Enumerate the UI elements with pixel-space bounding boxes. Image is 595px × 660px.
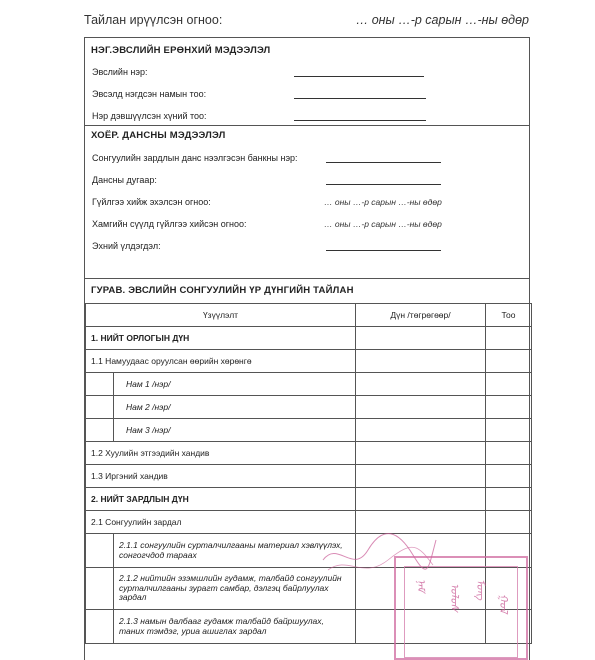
amount-cell[interactable]: [356, 396, 486, 419]
account-number-field[interactable]: [326, 184, 441, 185]
row-label: 1.1 Намуудаас оруулсан өөрийн хөрөнгө: [86, 350, 356, 373]
table-row: [86, 396, 532, 419]
count-cell[interactable]: [486, 488, 532, 511]
row-label: 1.2 Хуулийн этгээдийн хандив: [86, 442, 356, 465]
amount-cell[interactable]: [356, 373, 486, 396]
column-header: Тоо: [486, 304, 532, 327]
count-cell[interactable]: [486, 350, 532, 373]
alliance-name-field[interactable]: [294, 76, 424, 77]
count-cell[interactable]: [486, 511, 532, 534]
account-info-section: [85, 126, 529, 279]
field-label: Гүйлгээ хийж эхэлсэн огноо:: [92, 197, 211, 207]
submit-date-value: … оны …-р сарын …-ны өдөр: [355, 13, 529, 27]
candidate-count-field[interactable]: [294, 120, 426, 121]
column-header: Дүн /төгрөгөөр/: [356, 304, 486, 327]
count-cell[interactable]: [486, 465, 532, 488]
results-section-header: [85, 279, 529, 303]
section-title: ГУРАВ. ЭВСЛИЙН СОНГУУЛИЙН ҮР ДҮНГИЙН ТАЙЛАН: [91, 285, 354, 296]
count-cell[interactable]: [486, 327, 532, 350]
row-label: 1. НИЙТ ОРЛОГЫН ДҮН: [86, 327, 356, 350]
start-date-field[interactable]: … оны …-р сарын …-ны өдөр: [324, 197, 442, 207]
count-cell[interactable]: [486, 373, 532, 396]
table-row: [86, 465, 532, 488]
count-cell[interactable]: [486, 396, 532, 419]
field-label: Нэр дэвшүүлсэн хүний тоо:: [92, 111, 207, 121]
last-date-field[interactable]: … оны …-р сарын …-ны өдөр: [324, 219, 442, 229]
row-label: Нам 2 /нэр/: [114, 396, 356, 419]
opening-balance-field[interactable]: [326, 250, 441, 251]
row-label: 1.3 Иргэний хандив: [86, 465, 356, 488]
section-title: НЭГ.ЭВСЛИЙН ЕРӨНХИЙ МЭДЭЭЛЭЛ: [91, 45, 271, 56]
table-row: [86, 373, 532, 396]
amount-cell[interactable]: [356, 350, 486, 373]
field-label: Хамгийн сүүлд гүйлгээ хийсэн огноо:: [92, 219, 247, 229]
amount-cell[interactable]: [356, 327, 486, 350]
submit-date-label: Тайлан ирүүлсэн огноо:: [84, 13, 223, 27]
row-label: 2.1.3 намын далбааг гудамж талбайд байршуулах, таних тэмдэг, уриа ашиглах зардал: [114, 610, 356, 644]
table-row: [86, 488, 532, 511]
section-title: ХОЁР. ДАНСНЫ МЭДЭЭЛЭЛ: [91, 130, 226, 141]
table-row: [86, 511, 532, 534]
row-label: 2. НИЙТ ЗАРДЛЫН ДҮН: [86, 488, 356, 511]
general-info-section: [85, 38, 529, 126]
table-row: [86, 350, 532, 373]
field-label: Эвсэлд нэгдсэн намын тоо:: [92, 89, 207, 99]
official-stamp: ᠨᠠᠮ ᠤᠯᠤᠰ ᠮᠣᠩ ᠭᠣᠯ: [394, 556, 528, 660]
row-label: 2.1.2 нийтийн эзэмшлийн гудамж, талбайд сонгуулийн сурталчилгааны зурагт самбар, дэлгэц байрлуулах зардал: [114, 568, 356, 610]
report-header: [84, 13, 529, 31]
table-row: [86, 327, 532, 350]
field-label: Сонгуулийн зардлын данс нээлгэсэн банкны нэр:: [92, 153, 298, 163]
row-label: Нам 3 /нэр/: [114, 419, 356, 442]
table-row: [86, 419, 532, 442]
row-label: Нам 1 /нэр/: [114, 373, 356, 396]
table-row: [86, 442, 532, 465]
bank-name-field[interactable]: [326, 162, 441, 163]
amount-cell[interactable]: [356, 465, 486, 488]
field-label: Эвслийн нэр:: [92, 67, 148, 77]
table-header-row: [86, 304, 532, 327]
amount-cell[interactable]: [356, 442, 486, 465]
count-cell[interactable]: [486, 419, 532, 442]
field-label: Дансны дугаар:: [92, 175, 157, 185]
party-count-field[interactable]: [294, 98, 426, 99]
amount-cell[interactable]: [356, 419, 486, 442]
count-cell[interactable]: [486, 442, 532, 465]
row-label: 2.1 Сонгуулийн зардал: [86, 511, 356, 534]
column-header: Үзүүлэлт: [86, 304, 356, 327]
row-label: 2.1.1 сонгуулийн сурталчилгааны материал хэвлүүлэх, сонгогчдод тараах: [114, 534, 356, 568]
field-label: Эхний үлдэгдэл:: [92, 241, 161, 251]
amount-cell[interactable]: [356, 488, 486, 511]
